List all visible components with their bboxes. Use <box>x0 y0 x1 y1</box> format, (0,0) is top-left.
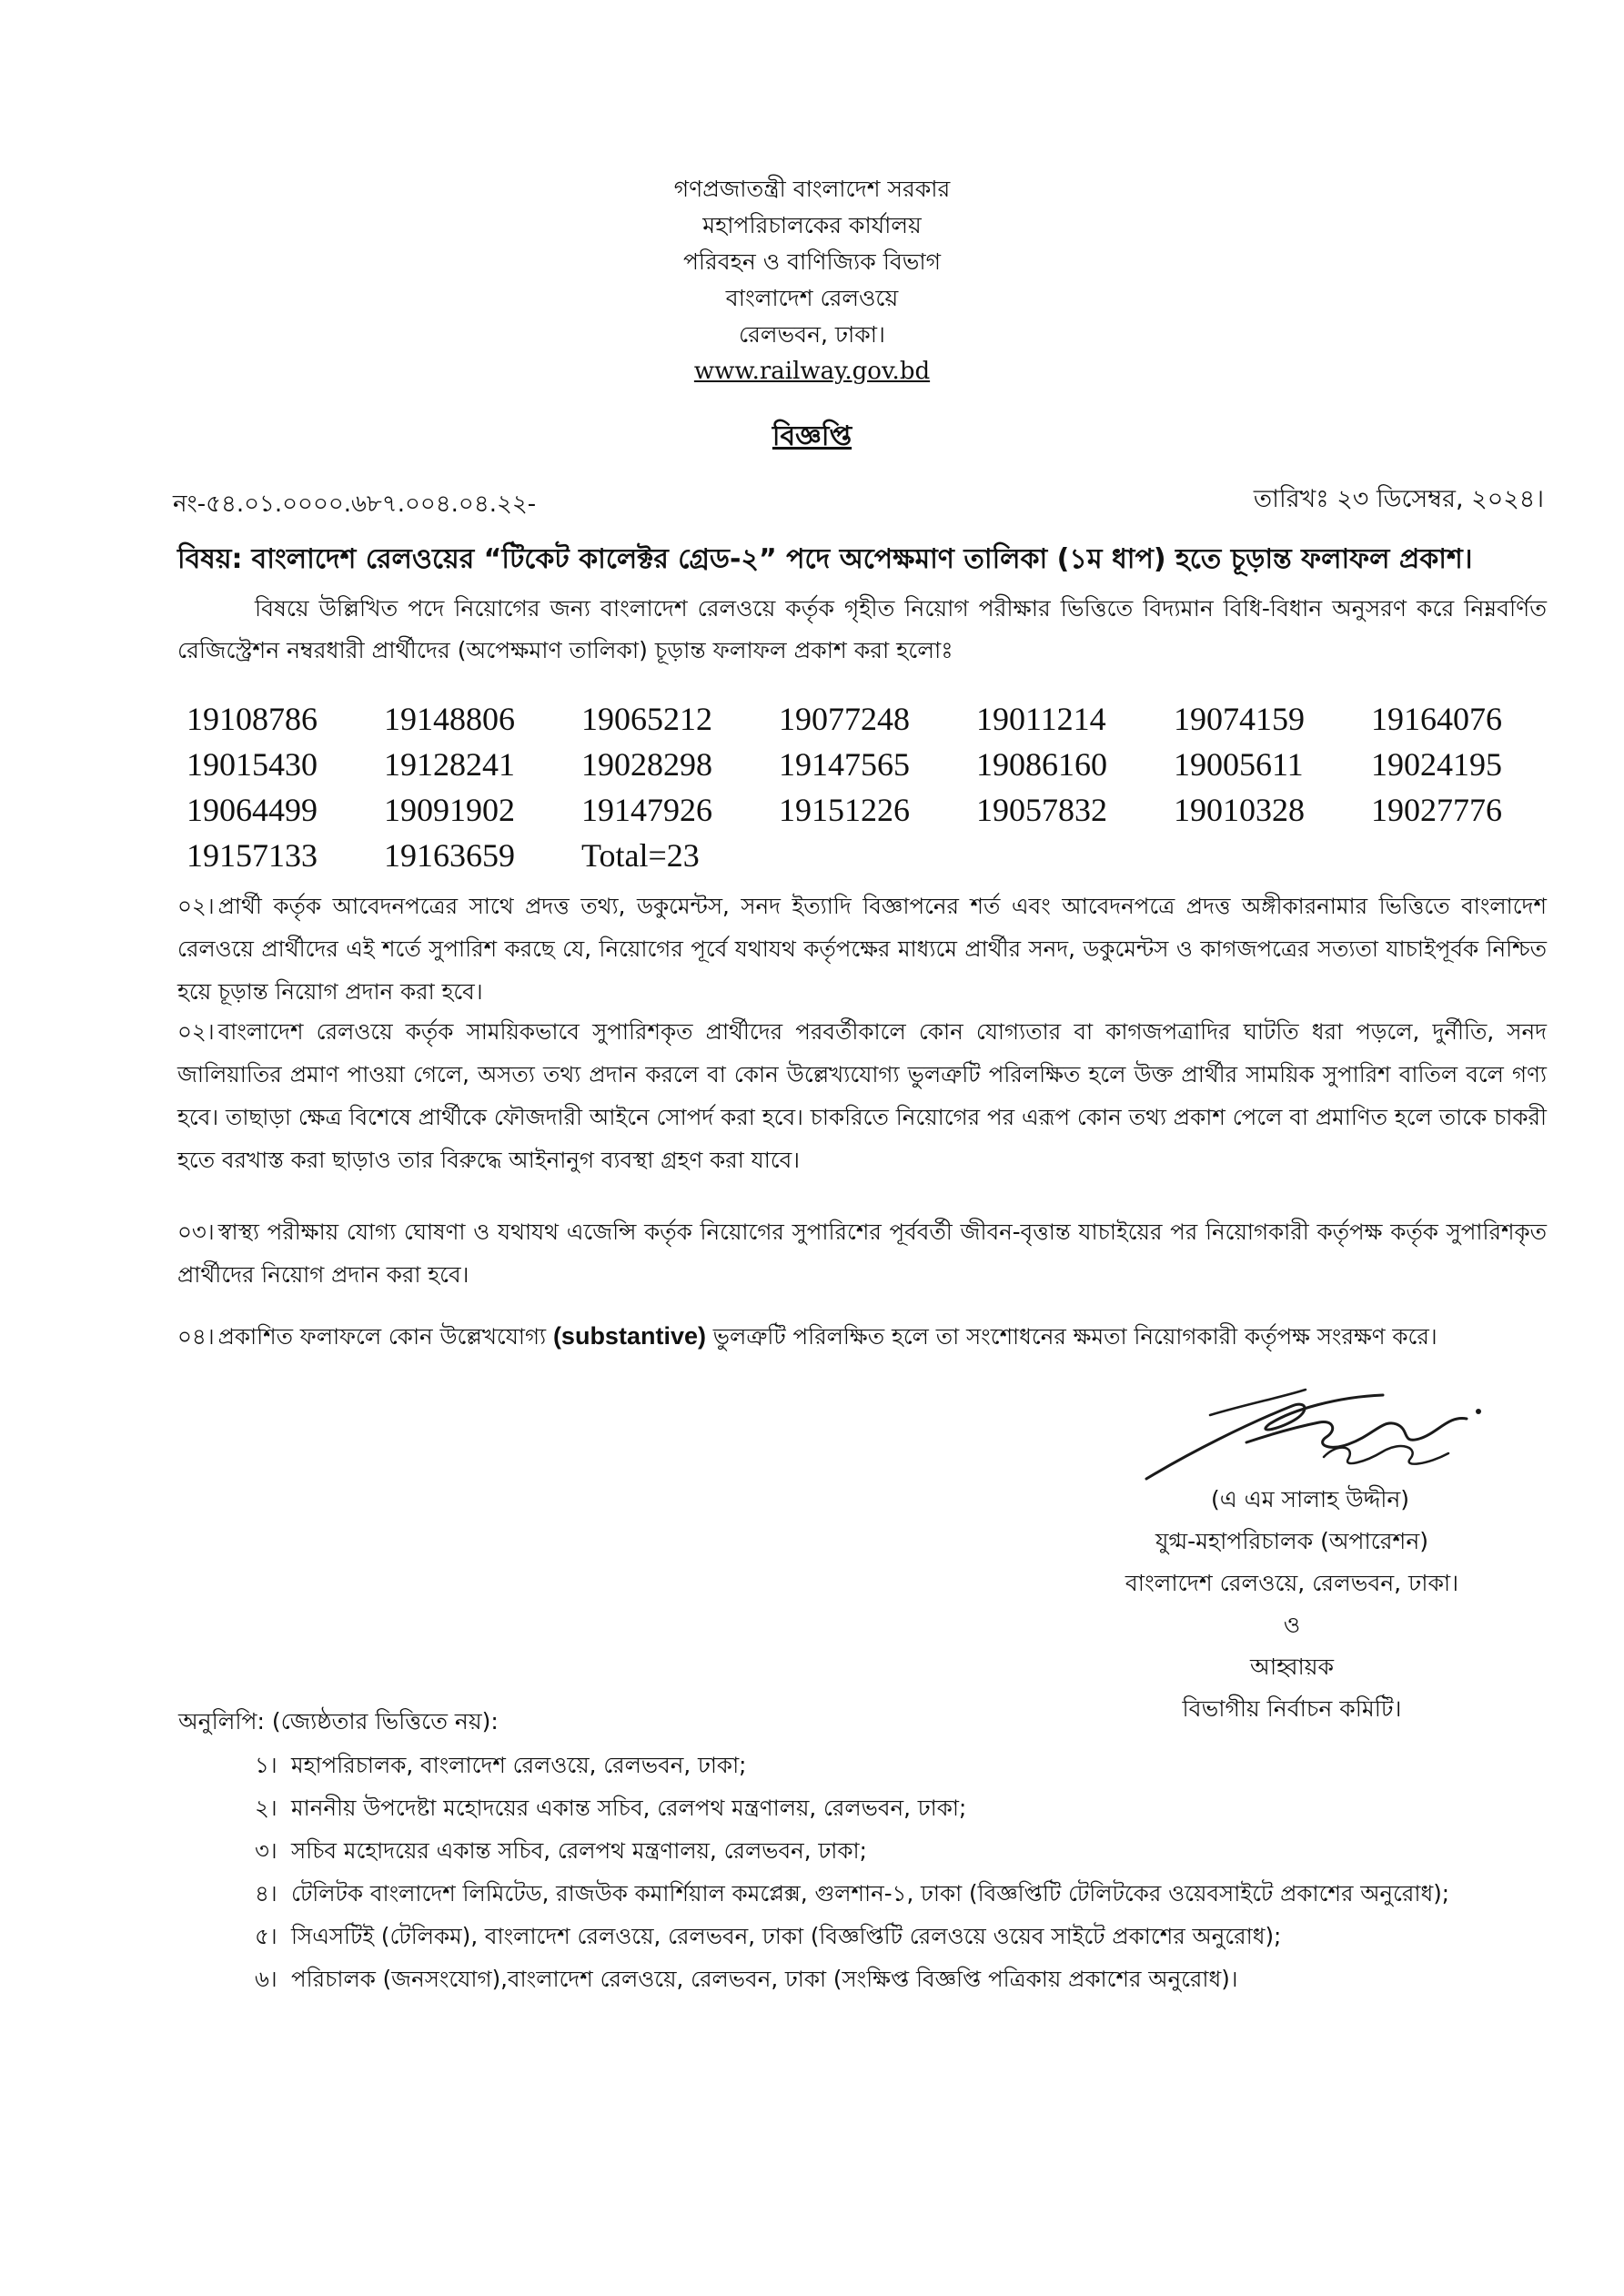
paragraph-number: ০২। <box>177 1018 215 1045</box>
header-line-organization: বাংলাদেশ রেলওয়ে <box>725 285 899 311</box>
paragraph-number: ০৩। <box>177 1219 215 1245</box>
copy-to-item <box>255 1745 1547 1785</box>
registration-number: 19108786 <box>187 701 318 737</box>
copy-to-item-text: মাননীয় উপদেষ্টা মহোদয়ের একান্ত সচিব, রেলপথ মন্ত্রণালয়, রেলভবন, ঢাকা; <box>291 1795 967 1821</box>
paragraph-text: প্রার্থী কর্তৃক আবেদনপত্রের সাথে প্রদত্ত তথ্য, ডকুমেন্টস, সনদ ইত্যাদি বিজ্ঞাপনের শর্ত এবং আবেদনপত্রে প্রদত্ত অঙ্গীকারনামার ভিত্তিতে বাংলাদেশ রেলওয়ে প্রার্থীদের এই শর্তে সুপারিশ করছে যে, নিয়োগের পূর্বে যথাযথ কর্তৃপক্ষের মাধ্যমে প্রার্থীর সনদ, ডকুমেন্টস ও কাগজপত্রের সত্যতা যাচাইপূর্বক নিশ্চিত হয়ে চূড়ান্ত নিয়োগ প্রদান করা হবে। <box>177 893 1547 1005</box>
copy-to-list <box>255 1745 1547 2002</box>
registration-number: 19024195 <box>1371 746 1502 783</box>
signatory-role: আহ্বায়ক <box>1250 1654 1334 1680</box>
subject-text: বাংলাদেশ রেলওয়ের “টিকেট কালেক্টর গ্রেড-২” পদে অপেক্ষমাণ তালিকা (১ম ধাপ) হতে চূড়ান্ত ফলাফল প্রকাশ। <box>251 543 1473 575</box>
header-line-address: রেলভবন, ঢাকা। <box>739 321 885 348</box>
copy-to-item-text: পরিচালক (জনসংযোগ),বাংলাদেশ রেলওয়ে, রেলভবন, ঢাকা (সংক্ষিপ্ত বিজ্ঞপ্তি পত্রিকায় প্রকাশের অনুরোধ)। <box>291 1966 1238 1992</box>
registration-number-grid <box>187 696 1569 878</box>
registration-number: 19015430 <box>187 746 318 783</box>
registration-number: 19091902 <box>384 792 515 828</box>
copy-to-item <box>255 1874 1547 1914</box>
copy-to-item-text: টেলিটক বাংলাদেশ লিমিটেড, রাজউক কমার্শিয়াল কমপ্লেক্স, গুলশান-১, ঢাকা (বিজ্ঞপ্তিটি টেলিটকের ওয়েবসাইটে প্রকাশের অনুরোধ); <box>291 1880 1450 1907</box>
substantive-term: (substantive) <box>552 1322 706 1350</box>
registration-number: 19077248 <box>779 701 910 737</box>
copy-to-item-number: ২। <box>255 1795 277 1821</box>
registration-number: 19147565 <box>779 746 910 783</box>
website-link[interactable]: www.railway.gov.bd <box>693 358 931 385</box>
copy-to-item <box>255 1788 1547 1828</box>
registration-number: 19005611 <box>1174 746 1304 783</box>
registration-number: 19028298 <box>581 746 712 783</box>
copy-to-item-number: ১। <box>255 1752 277 1778</box>
subject-line <box>177 537 1551 583</box>
copy-to-item <box>255 1831 1547 1871</box>
paragraph-number: ০২। <box>177 893 215 919</box>
registration-number: 19074159 <box>1174 701 1305 737</box>
header-line-government: গণপ্রজাতন্ত্রী বাংলাদেশ সরকার <box>673 176 951 202</box>
registration-number: 19151226 <box>779 792 910 828</box>
registration-number: 19163659 <box>384 837 515 874</box>
registration-number: 19064499 <box>187 792 318 828</box>
registration-number: 19065212 <box>581 701 712 737</box>
signatory-and: ও <box>1283 1612 1301 1638</box>
copy-to-item-text: মহাপরিচালক, বাংলাদেশ রেলওয়ে, রেলভবন, ঢাকা; <box>291 1752 747 1778</box>
signatory-designation: যুগ্ম-মহাপরিচালক (অপারেশন) <box>1155 1528 1429 1554</box>
registration-number: 19147926 <box>581 792 712 828</box>
notice-title: বিজ্ঞপ্তি <box>772 420 852 452</box>
intro-paragraph: বিষয়ে উল্লিখিত পদে নিয়োগের জন্য বাংলাদেশ রেলওয়ে কর্তৃক গৃহীত নিয়োগ পরীক্ষার ভিত্তিতে বিদ্যমান বিধি-বিধান অনুসরণ করে নিম্নবর্ণিত রেজিস্ট্রেশন নম্বরধারী প্রার্থীদের (অপেক্ষমাণ তালিকা) চূড়ান্ত ফলাফল প্রকাশ করা হলোঃ <box>177 595 1547 663</box>
copy-to-item-text: সচিব মহোদয়ের একান্ত সচিব, রেলপথ মন্ত্রণালয়, রেলভবন, ঢাকা; <box>291 1837 867 1864</box>
copy-to-title: অনুলিপি: (জ্যেষ্ঠতার ভিত্তিতে নয়): <box>178 1708 499 1735</box>
paragraph-text-after: ভুলত্রুটি পরিলক্ষিত হলে তা সংশোধনের ক্ষমতা নিয়োগকারী কর্তৃপক্ষ সংরক্ষণ করে। <box>712 1323 1437 1350</box>
copy-to-item <box>255 1917 1547 1957</box>
registration-number: 19128241 <box>384 746 515 783</box>
subject-label: বিষয়: <box>177 543 243 575</box>
paragraph-text: বাংলাদেশ রেলওয়ে কর্তৃক সাময়িকভাবে সুপারিশকৃত প্রার্থীদের পরবর্তীকালে কোন যোগ্যতার বা কাগজপত্রাদির ঘাটতি ধরা পড়লে, দুর্নীতি, সনদ জালিয়াতির প্রমাণ পাওয়া গেলে, অসত্য তথ্য প্রদান করলে বা কোন উল্লেখ্যযোগ্য ভুলত্রুটি পরিলক্ষিত হলে উক্ত প্রার্থীর সাময়িক সুপারিশ বাতিল বলে গণ্য হবে। তাছাড়া ক্ষেত্র বিশেষে প্রার্থীকে ফৌজদারী আইনে সোপর্দ করা হবে। চাকরিতে নিয়োগের পর এরূপ কোন তথ্য প্রকাশ পেলে বা প্রমাণিত হলে তাকে চাকরী হতে বরখাস্ত করা ছাড়াও তার বিরুদ্ধে আইনানুগ ব্যবস্থা গ্রহণ করা যাবে। <box>177 1018 1547 1173</box>
signatory-name: (এ এম সালাহ উদ্দীন) <box>1210 1486 1410 1512</box>
copy-to-item-number: ৪। <box>255 1880 277 1907</box>
registration-number: 19164076 <box>1371 701 1502 737</box>
registration-number: 19010328 <box>1174 792 1305 828</box>
memo-date: তারিখঃ ২৩ ডিসেম্বর, ২০২৪। <box>1253 485 1544 513</box>
registration-number: 19057832 <box>976 792 1107 828</box>
paragraph-correction-rights <box>177 1315 1547 1358</box>
paragraph-text-before: প্রকাশিত ফলাফলে কোন উল্লেখযোগ্য <box>217 1323 547 1350</box>
copy-to-item-number: ৬। <box>255 1966 277 1992</box>
paragraph-number: ০৪। <box>177 1323 215 1350</box>
copy-to-item-number: ৫। <box>255 1923 277 1949</box>
total-count: Total=23 <box>581 837 700 874</box>
signatory-office: বাংলাদেশ রেলওয়ে, রেলভবন, ঢাকা। <box>1125 1570 1459 1596</box>
header-line-department: পরিবহন ও বাণিজ্যিক বিভাগ <box>682 248 942 275</box>
signatory-committee: বিভাগীয় নির্বাচন কমিটি। <box>1182 1695 1402 1722</box>
paragraph-text: স্বাস্থ্য পরীক্ষায় যোগ্য ঘোষণা ও যথাযথ এজেন্সি কর্তৃক নিয়োগের সুপারিশের পূর্ববর্তী জীবন-বৃত্তান্ত যাচাইয়ের পর নিয়োগকারী কর্তৃপক্ষ কর্তৃক সুপারিশকৃত প্রার্থীদের নিয়োগ প্রদান করা হবে। <box>177 1219 1547 1288</box>
registration-number: 19157133 <box>187 837 318 874</box>
copy-to-item-text: সিএসটিই (টেলিকম), বাংলাদেশ রেলওয়ে, রেলভবন, ঢাকা (বিজ্ঞপ্তিটি রেলওয়ে ওয়েব সাইটে প্রকাশের অনুরোধ); <box>291 1923 1282 1949</box>
paragraph-health-check <box>177 1210 1547 1296</box>
memo-number: নং-৫৪.০১.০০০০.৬৮৭.০০৪.০৪.২২- <box>173 491 537 518</box>
registration-number: 19148806 <box>384 701 515 737</box>
signature-block <box>1037 1479 1547 1730</box>
registration-number: 19027776 <box>1371 792 1502 828</box>
copy-to-item <box>255 1959 1547 1999</box>
copy-to-item-number: ৩। <box>255 1837 277 1864</box>
paragraph-verification <box>177 885 1547 1013</box>
header-line-office: মহাপরিচালকের কার্যালয় <box>702 212 922 238</box>
paragraph-cancellation <box>177 1010 1547 1181</box>
registration-number: 19086160 <box>976 746 1107 783</box>
office-header <box>0 171 1624 389</box>
registration-number: 19011214 <box>976 701 1106 737</box>
